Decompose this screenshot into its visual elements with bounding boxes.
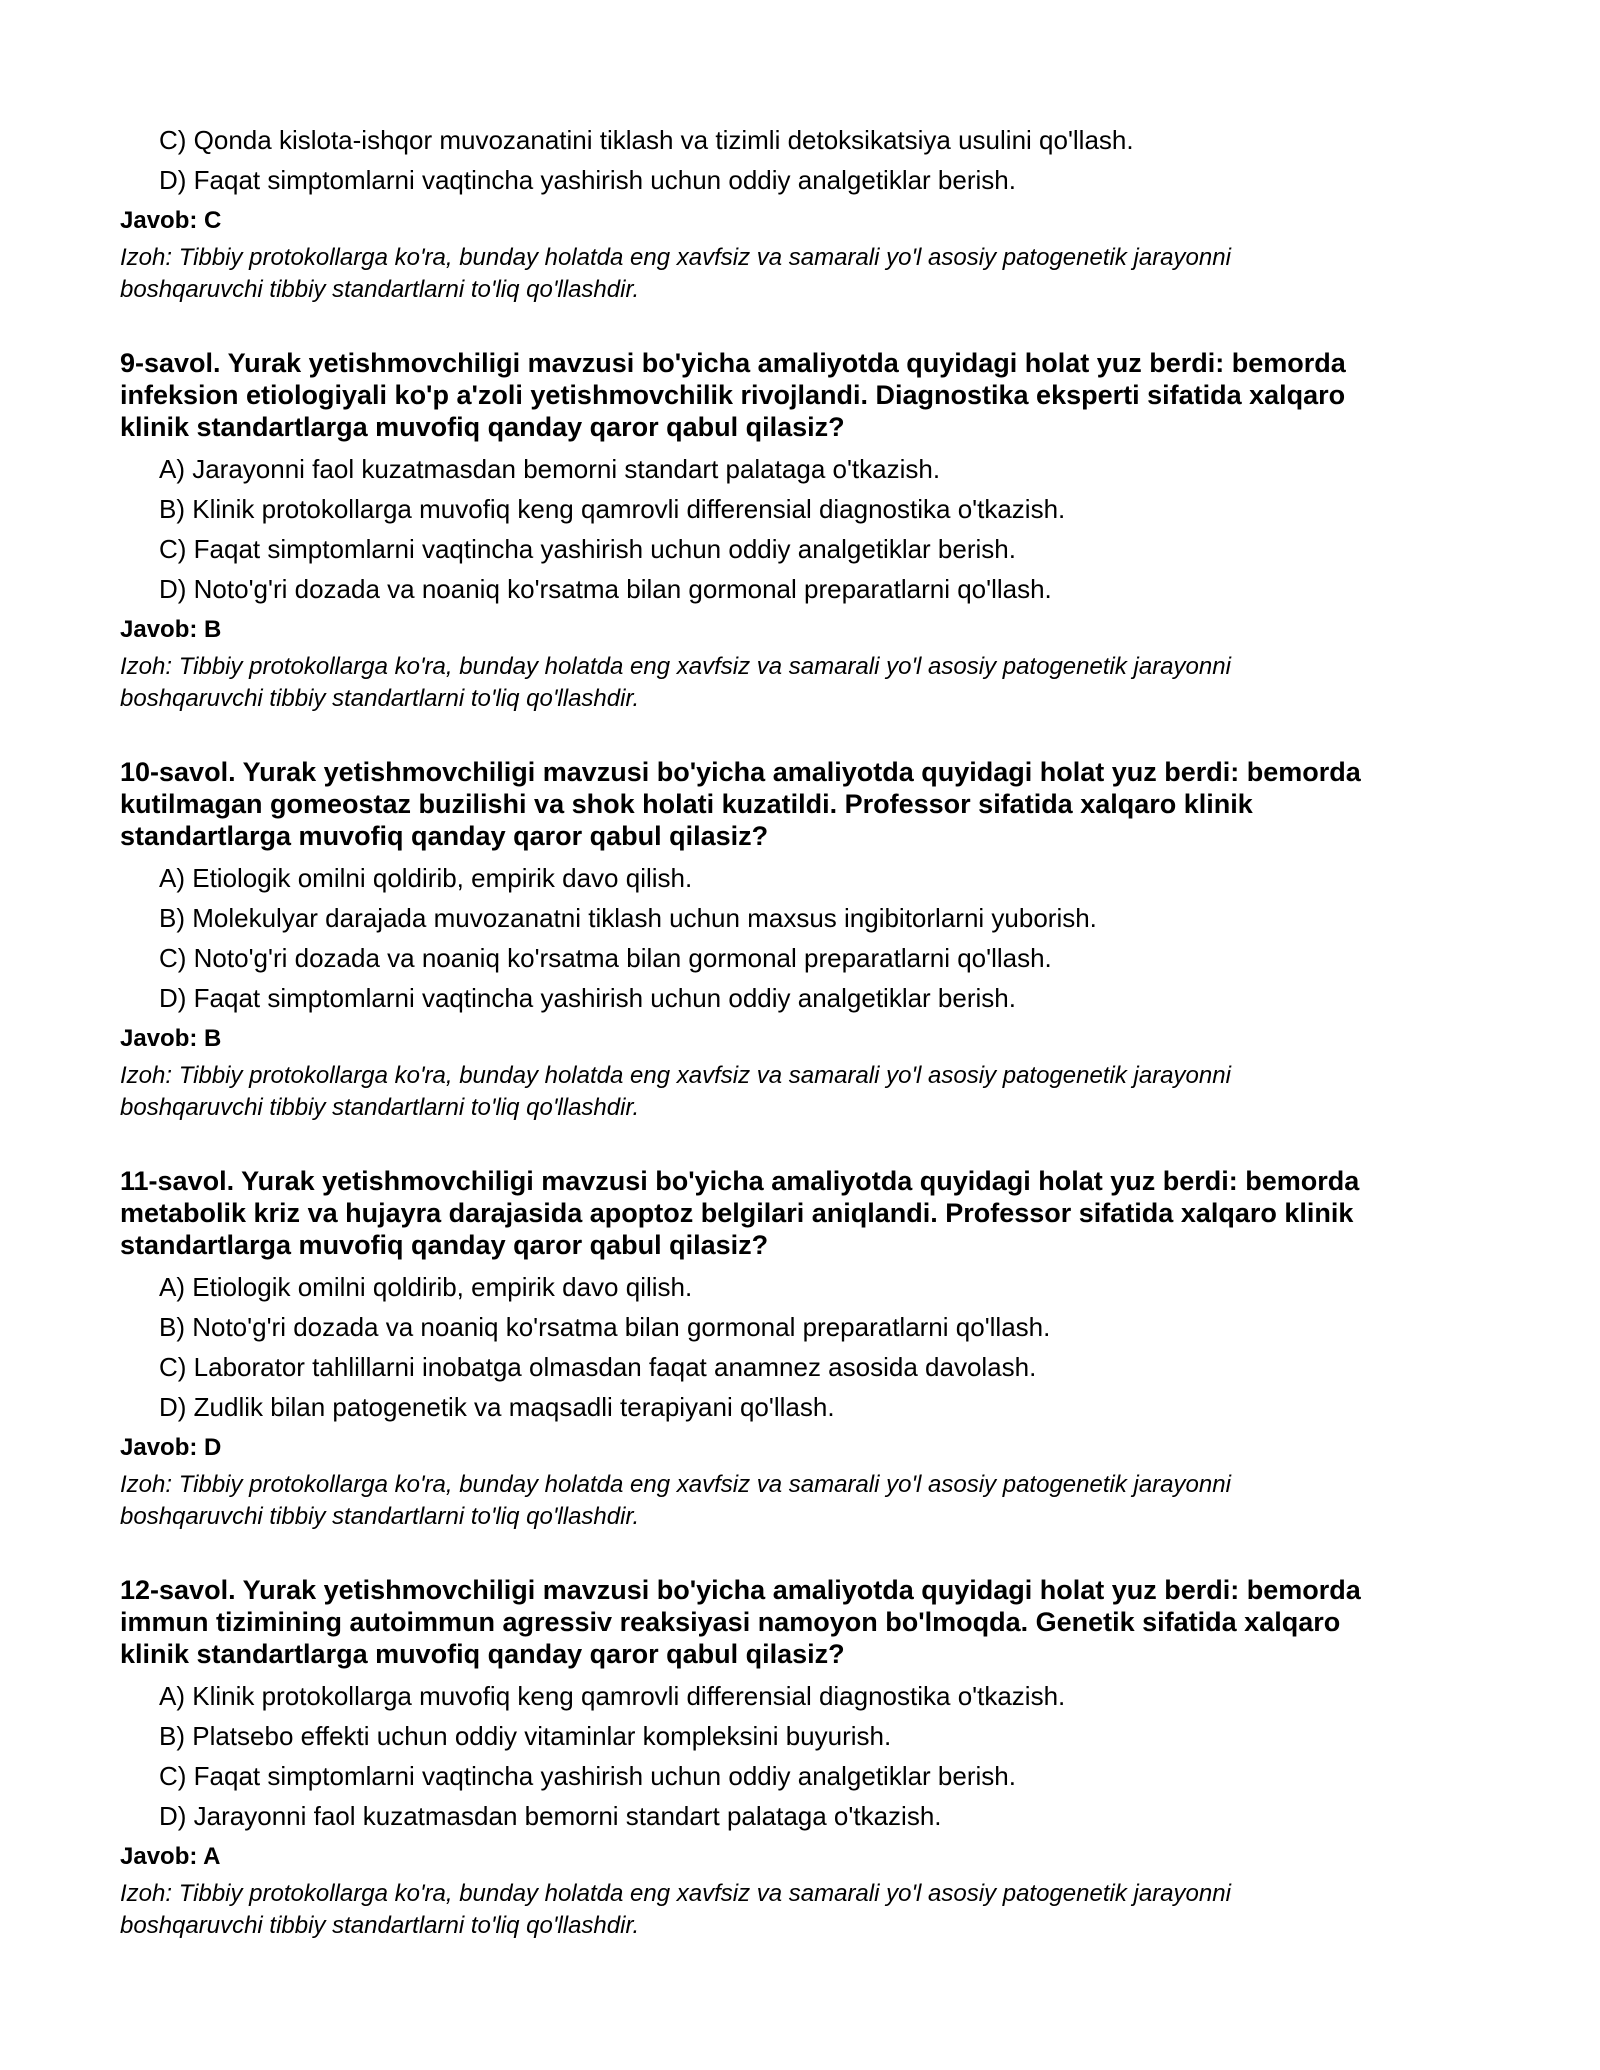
option-b: B) Molekulyar darajada muvozanatni tiklash uchun maxsus ingibitorlarni yuborish. — [159, 903, 1097, 933]
question-title-line: kutilmagan gomeostaz buzilishi va shok holati kuzatildi. Professor sifatida xalqaro klinik — [120, 789, 1253, 819]
question-title-line: 9-savol. Yurak yetishmovchiligi mavzusi bo'yicha amaliyotda quyidagi holat yuz berdi: bemorda — [120, 348, 1346, 378]
answer-label: Javob: A — [120, 1843, 221, 1870]
answer-label: Javob: B — [120, 616, 222, 643]
question-title-line: 11-savol. Yurak yetishmovchiligi mavzusi bo'yicha amaliyotda quyidagi holat yuz berdi: bemorda — [120, 1166, 1360, 1196]
option-a: A) Jarayonni faol kuzatmasdan bemorni standart palataga o'tkazish. — [159, 454, 941, 484]
option-c: C) Laborator tahlillarni inobatga olmasdan faqat anamnez asosida davolash. — [159, 1352, 1037, 1382]
option-a: A) Klinik protokollarga muvofiq keng qamrovli differensial diagnostika o'tkazish. — [159, 1681, 1066, 1711]
answer-label: Javob: B — [120, 1025, 222, 1052]
question-title — [120, 1574, 1460, 1670]
option-b: B) Platsebo effekti uchun oddiy vitaminlar kompleksini buyurish. — [159, 1721, 892, 1751]
option-d: D) Faqat simptomlarni vaqtincha yashirish uchun oddiy analgetiklar berish. — [159, 165, 1016, 195]
answer-label: Javob: C — [120, 207, 222, 234]
note-line: boshqaruvchi tibbiy standartlarni to'liq qo'llashdir. — [120, 1912, 640, 1939]
question-title-line: standartlarga muvofiq qanday qaror qabul qilasiz? — [120, 821, 769, 851]
note-line: boshqaruvchi tibbiy standartlarni to'liq qo'llashdir. — [120, 1094, 640, 1121]
question-10 — [120, 756, 1460, 1124]
question-title-line: klinik standartlarga muvofiq qanday qaror qabul qilasiz? — [120, 412, 845, 442]
option-d: D) Zudlik bilan patogenetik va maqsadli terapiyani qo'llash. — [159, 1392, 835, 1422]
note-line: boshqaruvchi tibbiy standartlarni to'liq qo'llashdir. — [120, 685, 640, 712]
option-d: D) Noto'g'ri dozada va noaniq ko'rsatma bilan gormonal preparatlarni qo'llash. — [159, 574, 1052, 604]
explanation-note — [120, 1469, 1460, 1533]
note-line: Izoh: Tibbiy protokollarga ko'ra, bunday holatda eng xavfsiz va samarali yo'l asosiy patogenetik jarayonni — [120, 244, 1231, 271]
question-11 — [120, 1165, 1460, 1533]
option-d: D) Faqat simptomlarni vaqtincha yashirish uchun oddiy analgetiklar berish. — [159, 983, 1016, 1013]
option-b: B) Klinik protokollarga muvofiq keng qamrovli differensial diagnostika o'tkazish. — [159, 494, 1066, 524]
note-line: boshqaruvchi tibbiy standartlarni to'liq qo'llashdir. — [120, 1503, 640, 1530]
question-title — [120, 347, 1460, 443]
explanation-note — [120, 242, 1460, 306]
explanation-note — [120, 651, 1460, 715]
question-8-continuation — [120, 120, 1460, 306]
question-title — [120, 1165, 1460, 1261]
note-line: Izoh: Tibbiy protokollarga ko'ra, bunday holatda eng xavfsiz va samarali yo'l asosiy patogenetik jarayonni — [120, 1062, 1231, 1089]
option-c: C) Noto'g'ri dozada va noaniq ko'rsatma bilan gormonal preparatlarni qo'llash. — [159, 943, 1052, 973]
note-line: Izoh: Tibbiy protokollarga ko'ra, bunday holatda eng xavfsiz va samarali yo'l asosiy patogenetik jarayonni — [120, 653, 1231, 680]
document-page — [120, 120, 1460, 1942]
question-title-line: 10-savol. Yurak yetishmovchiligi mavzusi bo'yicha amaliyotda quyidagi holat yuz berdi: bemorda — [120, 757, 1361, 787]
option-c: C) Faqat simptomlarni vaqtincha yashirish uchun oddiy analgetiklar berish. — [159, 534, 1016, 564]
option-a: A) Etiologik omilni qoldirib, empirik davo qilish. — [159, 863, 693, 893]
question-9 — [120, 347, 1460, 715]
option-a: A) Etiologik omilni qoldirib, empirik davo qilish. — [159, 1272, 693, 1302]
answer-label: Javob: D — [120, 1434, 222, 1461]
option-c: C) Qonda kislota-ishqor muvozanatini tiklash va tizimli detoksikatsiya usulini qo'llash. — [159, 125, 1134, 155]
question-title — [120, 756, 1460, 852]
option-b: B) Noto'g'ri dozada va noaniq ko'rsatma bilan gormonal preparatlarni qo'llash. — [159, 1312, 1051, 1342]
note-line: Izoh: Tibbiy protokollarga ko'ra, bunday holatda eng xavfsiz va samarali yo'l asosiy patogenetik jarayonni — [120, 1471, 1231, 1498]
explanation-note — [120, 1878, 1460, 1942]
question-12 — [120, 1574, 1460, 1942]
question-title-line: infeksion etiologiyali ko'p a'zoli yetishmovchilik rivojlandi. Diagnostika eksperti sifatida xalqaro — [120, 380, 1346, 410]
option-c: C) Faqat simptomlarni vaqtincha yashirish uchun oddiy analgetiklar berish. — [159, 1761, 1016, 1791]
note-line: Izoh: Tibbiy protokollarga ko'ra, bunday holatda eng xavfsiz va samarali yo'l asosiy patogenetik jarayonni — [120, 1880, 1231, 1907]
option-d: D) Jarayonni faol kuzatmasdan bemorni standart palataga o'tkazish. — [159, 1801, 942, 1831]
explanation-note — [120, 1060, 1460, 1124]
question-title-line: immun tizimining autoimmun agressiv reaksiyasi namoyon bo'lmoqda. Genetik sifatida xalqaro — [120, 1607, 1341, 1637]
note-line: boshqaruvchi tibbiy standartlarni to'liq qo'llashdir. — [120, 276, 640, 303]
question-title-line: 12-savol. Yurak yetishmovchiligi mavzusi bo'yicha amaliyotda quyidagi holat yuz berdi: bemorda — [120, 1575, 1361, 1605]
question-title-line: standartlarga muvofiq qanday qaror qabul qilasiz? — [120, 1230, 769, 1260]
question-title-line: metabolik kriz va hujayra darajasida apoptoz belgilari aniqlandi. Professor sifatida xalqaro klinik — [120, 1198, 1354, 1228]
question-title-line: klinik standartlarga muvofiq qanday qaror qabul qilasiz? — [120, 1639, 845, 1669]
